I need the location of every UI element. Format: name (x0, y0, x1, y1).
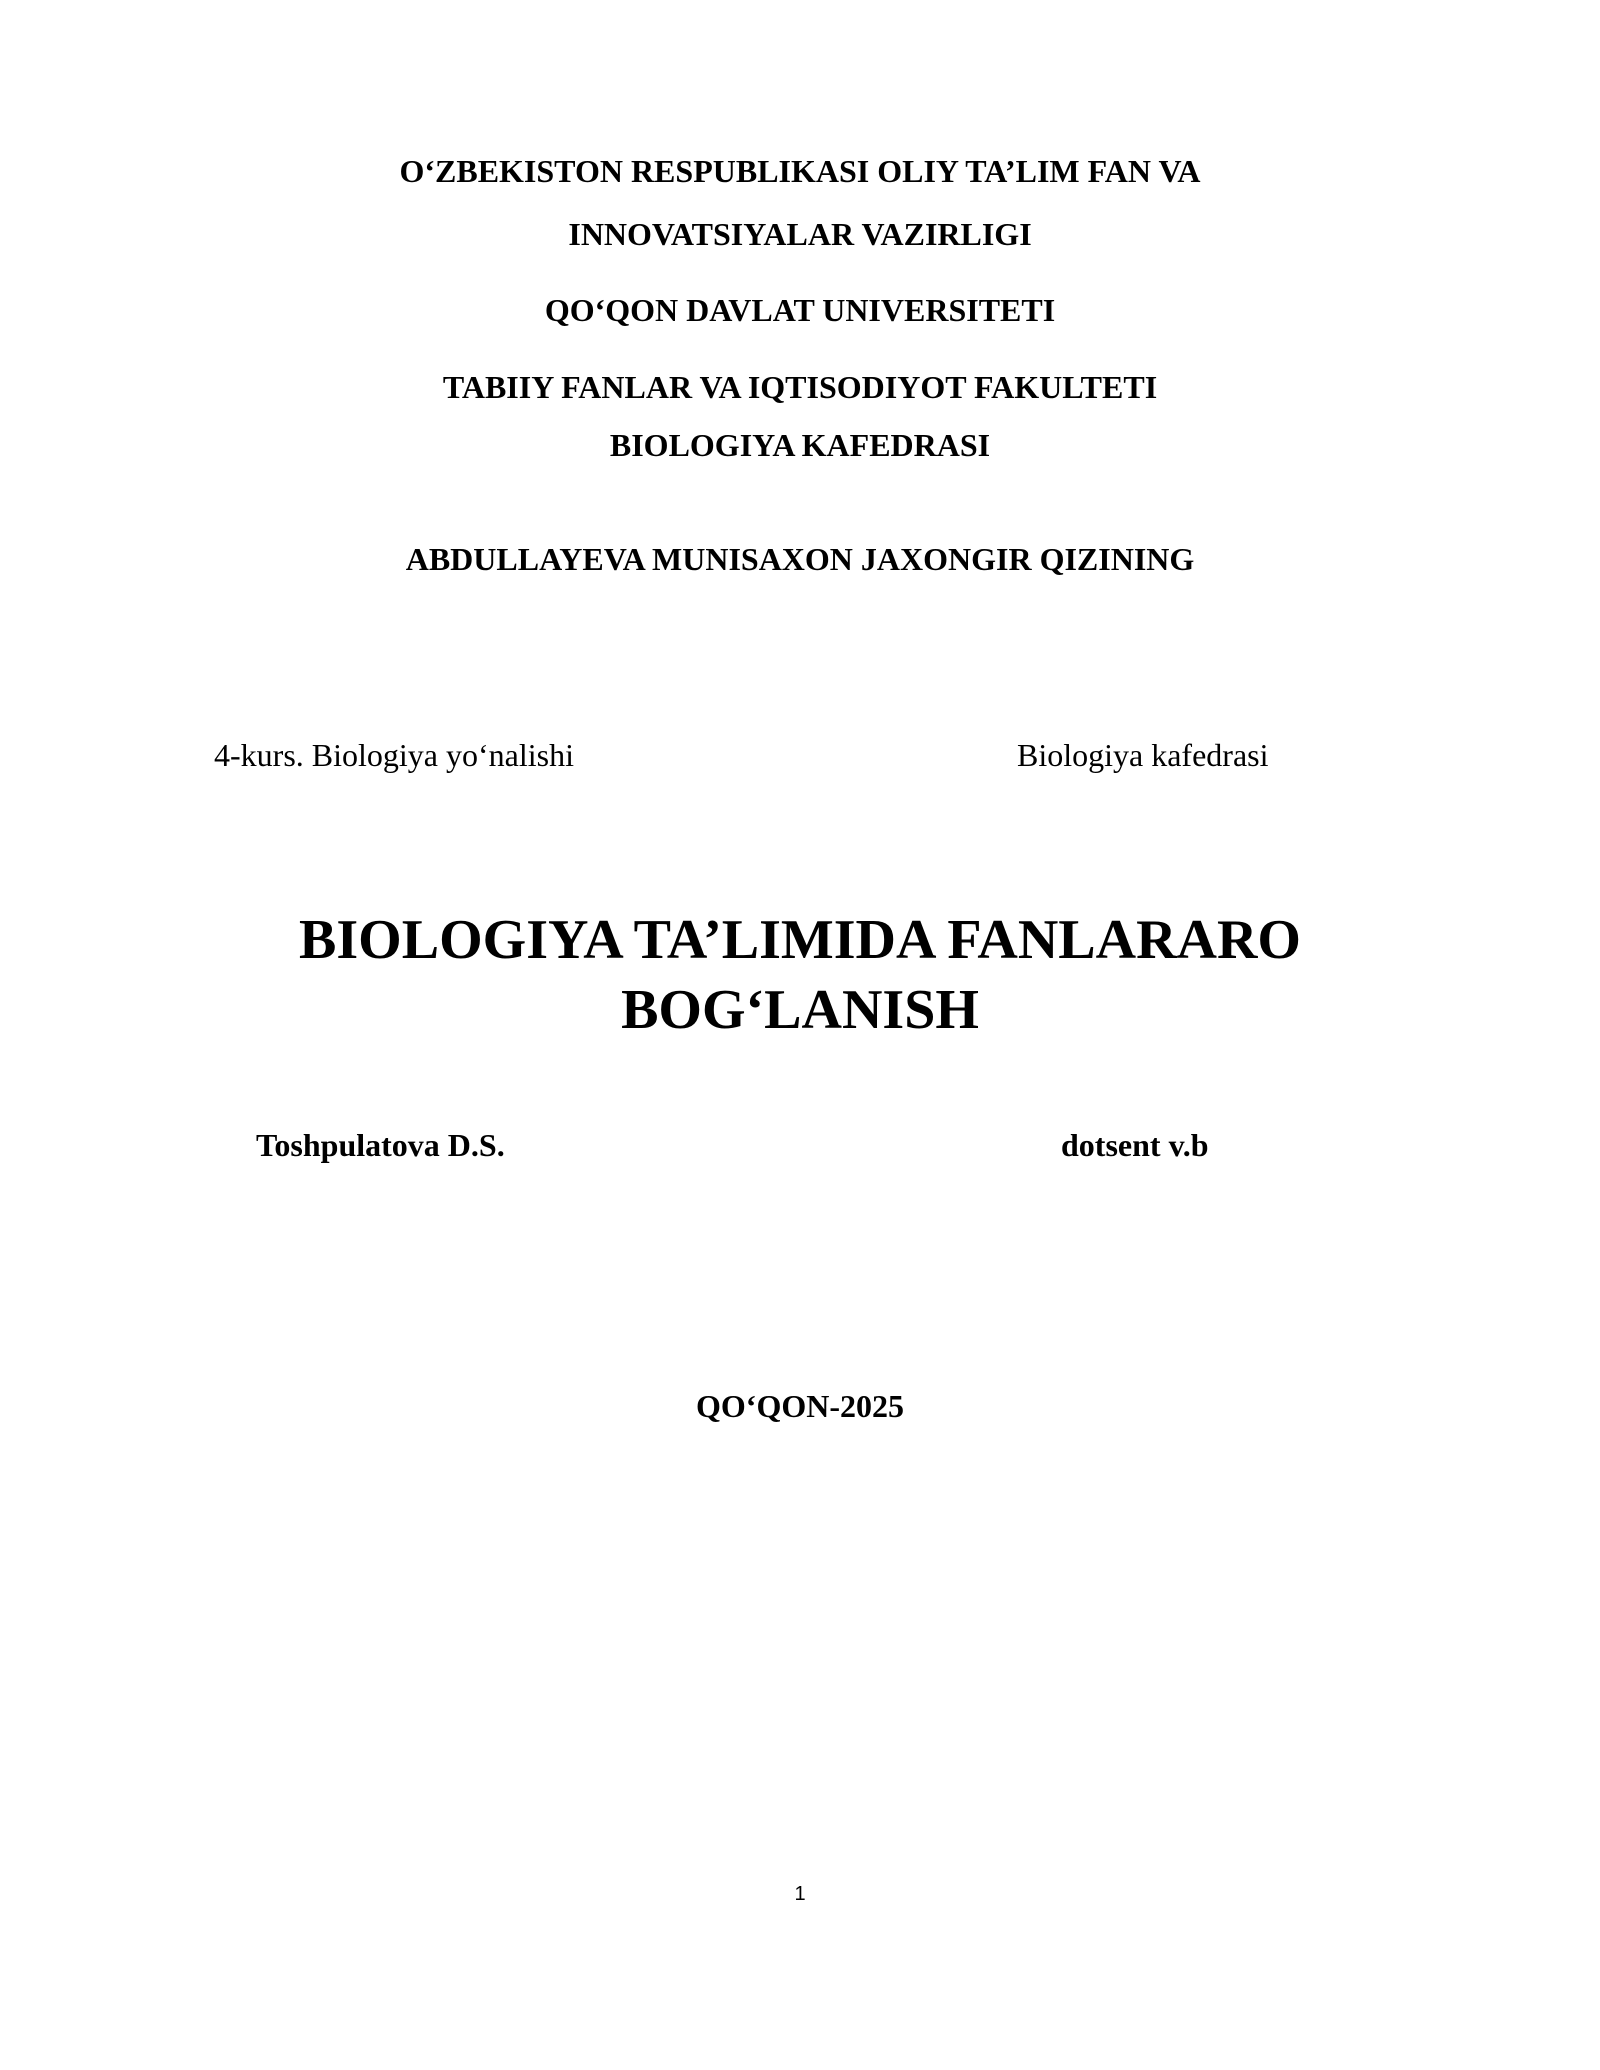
thesis-title-line-1: BIOLOGIYA TA’LIMIDA FANLARARO (299, 909, 1301, 971)
city-year: QO‘QON-2025 (696, 1388, 904, 1424)
university-name: QO‘QON DAVLAT UNIVERSITETI (544, 292, 1056, 328)
course-department: Biologiya kafedrasi (1017, 737, 1269, 773)
supervisor-name: Toshpulatova D.S. (256, 1127, 505, 1163)
ministry-line-2: INNOVATSIYALAR VAZIRLIGI (568, 216, 1032, 252)
thesis-title-line-2: BOG‘LANISH (621, 979, 979, 1041)
ministry-line-1: O‘ZBEKISTON RESPUBLIKASI OLIY TA’LIM FAN VA (399, 153, 1201, 189)
supervisor-position: dotsent v.b (1061, 1127, 1209, 1163)
department-name: BIOLOGIYA KAFEDRASI (609, 427, 991, 463)
author-name: ABDULLAYEVA MUNISAXON JAXONGIR QIZINING (405, 541, 1195, 577)
course-info: 4-kurs. Biologiya yo‘nalishi (214, 737, 574, 773)
faculty-name: TABIIY FANLAR VA IQTISODIYOT FAKULTETI (442, 369, 1158, 405)
page-number: 1 (794, 1883, 806, 1905)
